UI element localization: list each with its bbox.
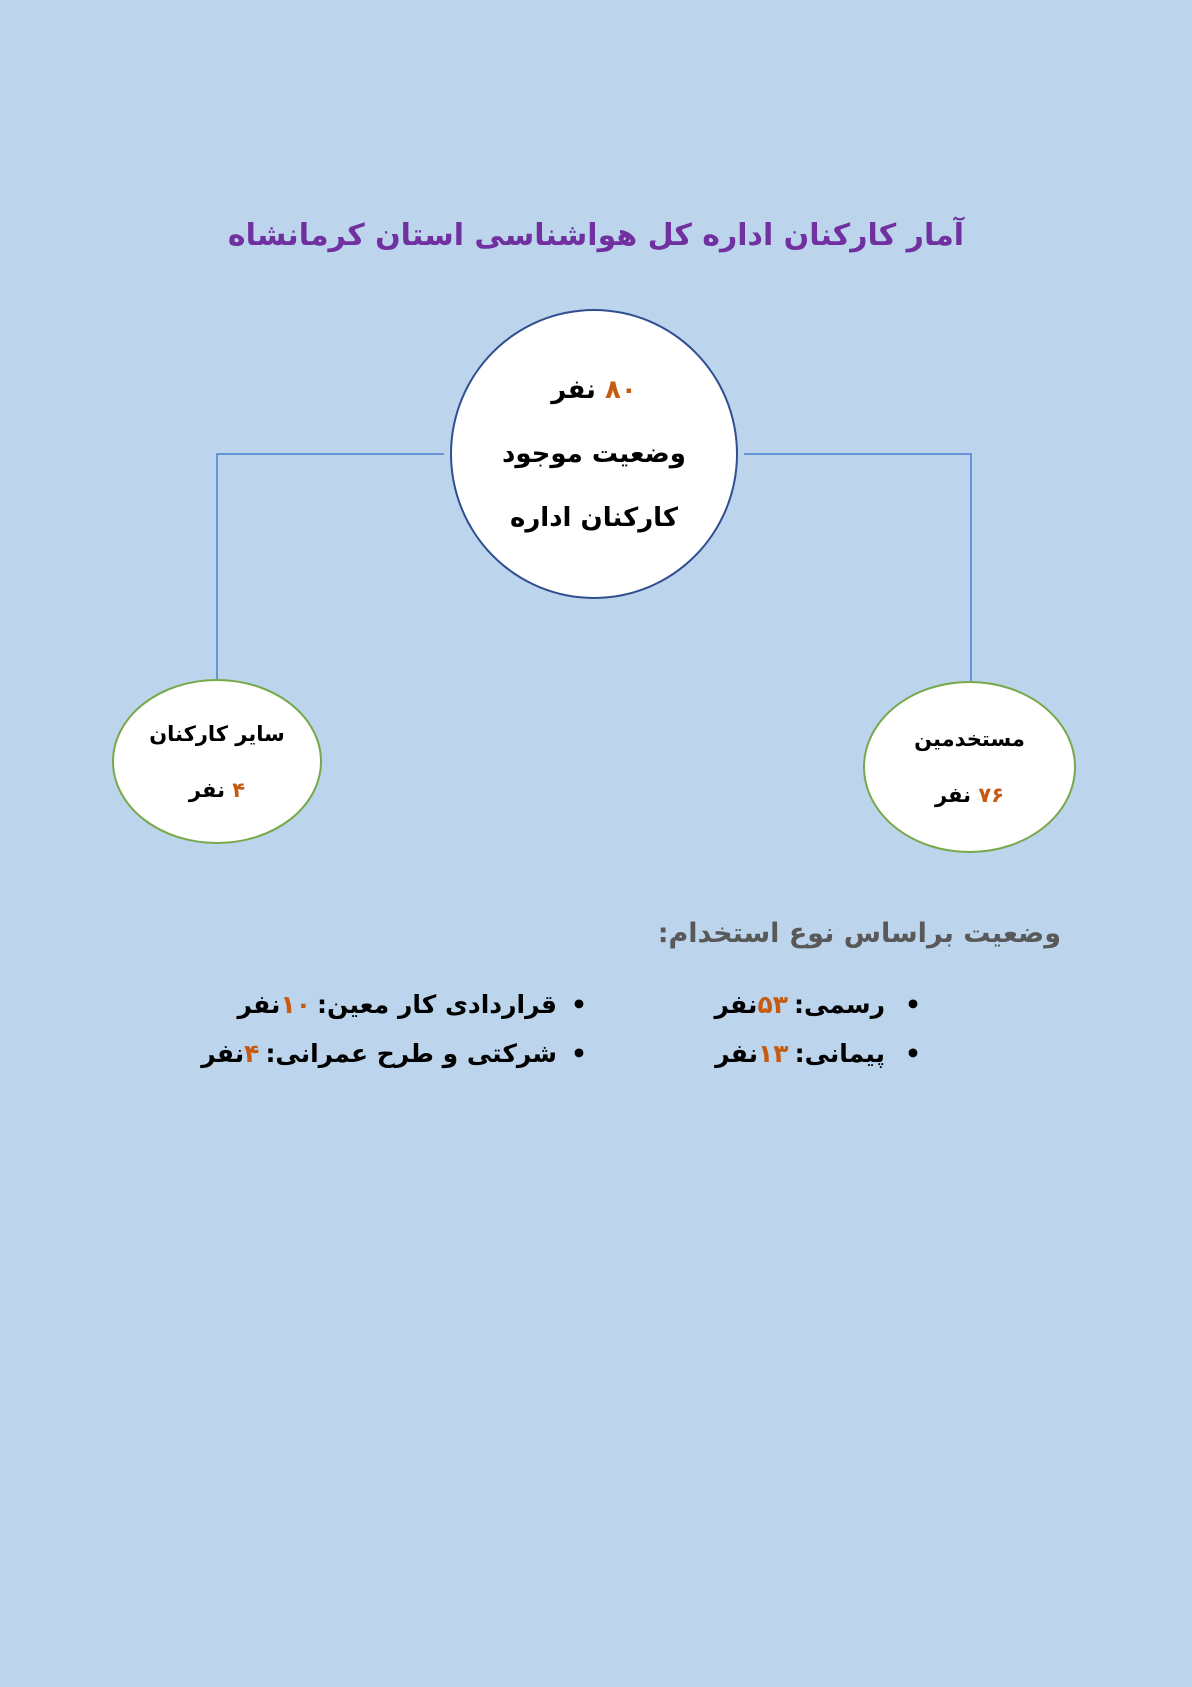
list-item-unit: نفر xyxy=(714,990,758,1019)
other-staff-count: ۴ xyxy=(232,777,246,802)
list-item-unit: نفر xyxy=(201,1039,245,1068)
main-count-line xyxy=(551,375,636,405)
list-item-unit: نفر xyxy=(237,990,281,1019)
bullet-icon: • xyxy=(571,1039,587,1068)
list-item-label: پیمانی: xyxy=(794,1039,885,1068)
list-item-official xyxy=(587,990,927,1019)
list-item-unit: نفر xyxy=(715,1039,759,1068)
other-staff-label: سایر کارکنان xyxy=(149,721,285,746)
list-item-count: ۴ xyxy=(244,1039,260,1068)
employment-list xyxy=(201,990,927,1068)
main-staff-node xyxy=(450,309,738,599)
employment-section-title: وضعیت براساس نوع استخدام: xyxy=(657,918,1061,949)
other-staff-count-line xyxy=(189,778,245,802)
employees-node xyxy=(863,681,1076,853)
bullet-icon: • xyxy=(571,990,587,1019)
other-staff-unit: نفر xyxy=(188,777,225,802)
main-count: ۸۰ xyxy=(604,375,637,405)
list-item-company-project xyxy=(201,1039,587,1068)
list-item-label: قراردادی کار معین: xyxy=(316,990,558,1019)
list-item-count: ۱۰ xyxy=(280,990,311,1019)
connector-left xyxy=(217,454,444,679)
bullet-icon: • xyxy=(905,1039,921,1068)
main-line-staff: کارکنان اداره xyxy=(509,503,679,533)
bullet-icon: • xyxy=(905,990,921,1019)
employees-label: مستخدمین xyxy=(914,727,1025,751)
employees-count: ۷۶ xyxy=(978,783,1005,807)
page-title: آمار کارکنان اداره کل هواشناسی استان کرمانشاه xyxy=(227,218,965,253)
list-item-fixed-term-contract xyxy=(237,990,587,1019)
other-staff-node xyxy=(112,679,322,844)
connector-right xyxy=(744,454,971,681)
list-item-label: شرکتی و طرح عمرانی: xyxy=(265,1039,558,1068)
employees-count-line xyxy=(935,783,1004,807)
main-unit: نفر xyxy=(551,375,596,405)
list-item-count: ۵۳ xyxy=(757,990,788,1019)
main-line-status: وضعیت موجود xyxy=(502,439,686,469)
list-item-count: ۱۳ xyxy=(758,1039,789,1068)
list-item-contractual xyxy=(587,1039,927,1068)
employees-unit: نفر xyxy=(934,783,972,807)
list-item-label: رسمی: xyxy=(793,990,885,1019)
